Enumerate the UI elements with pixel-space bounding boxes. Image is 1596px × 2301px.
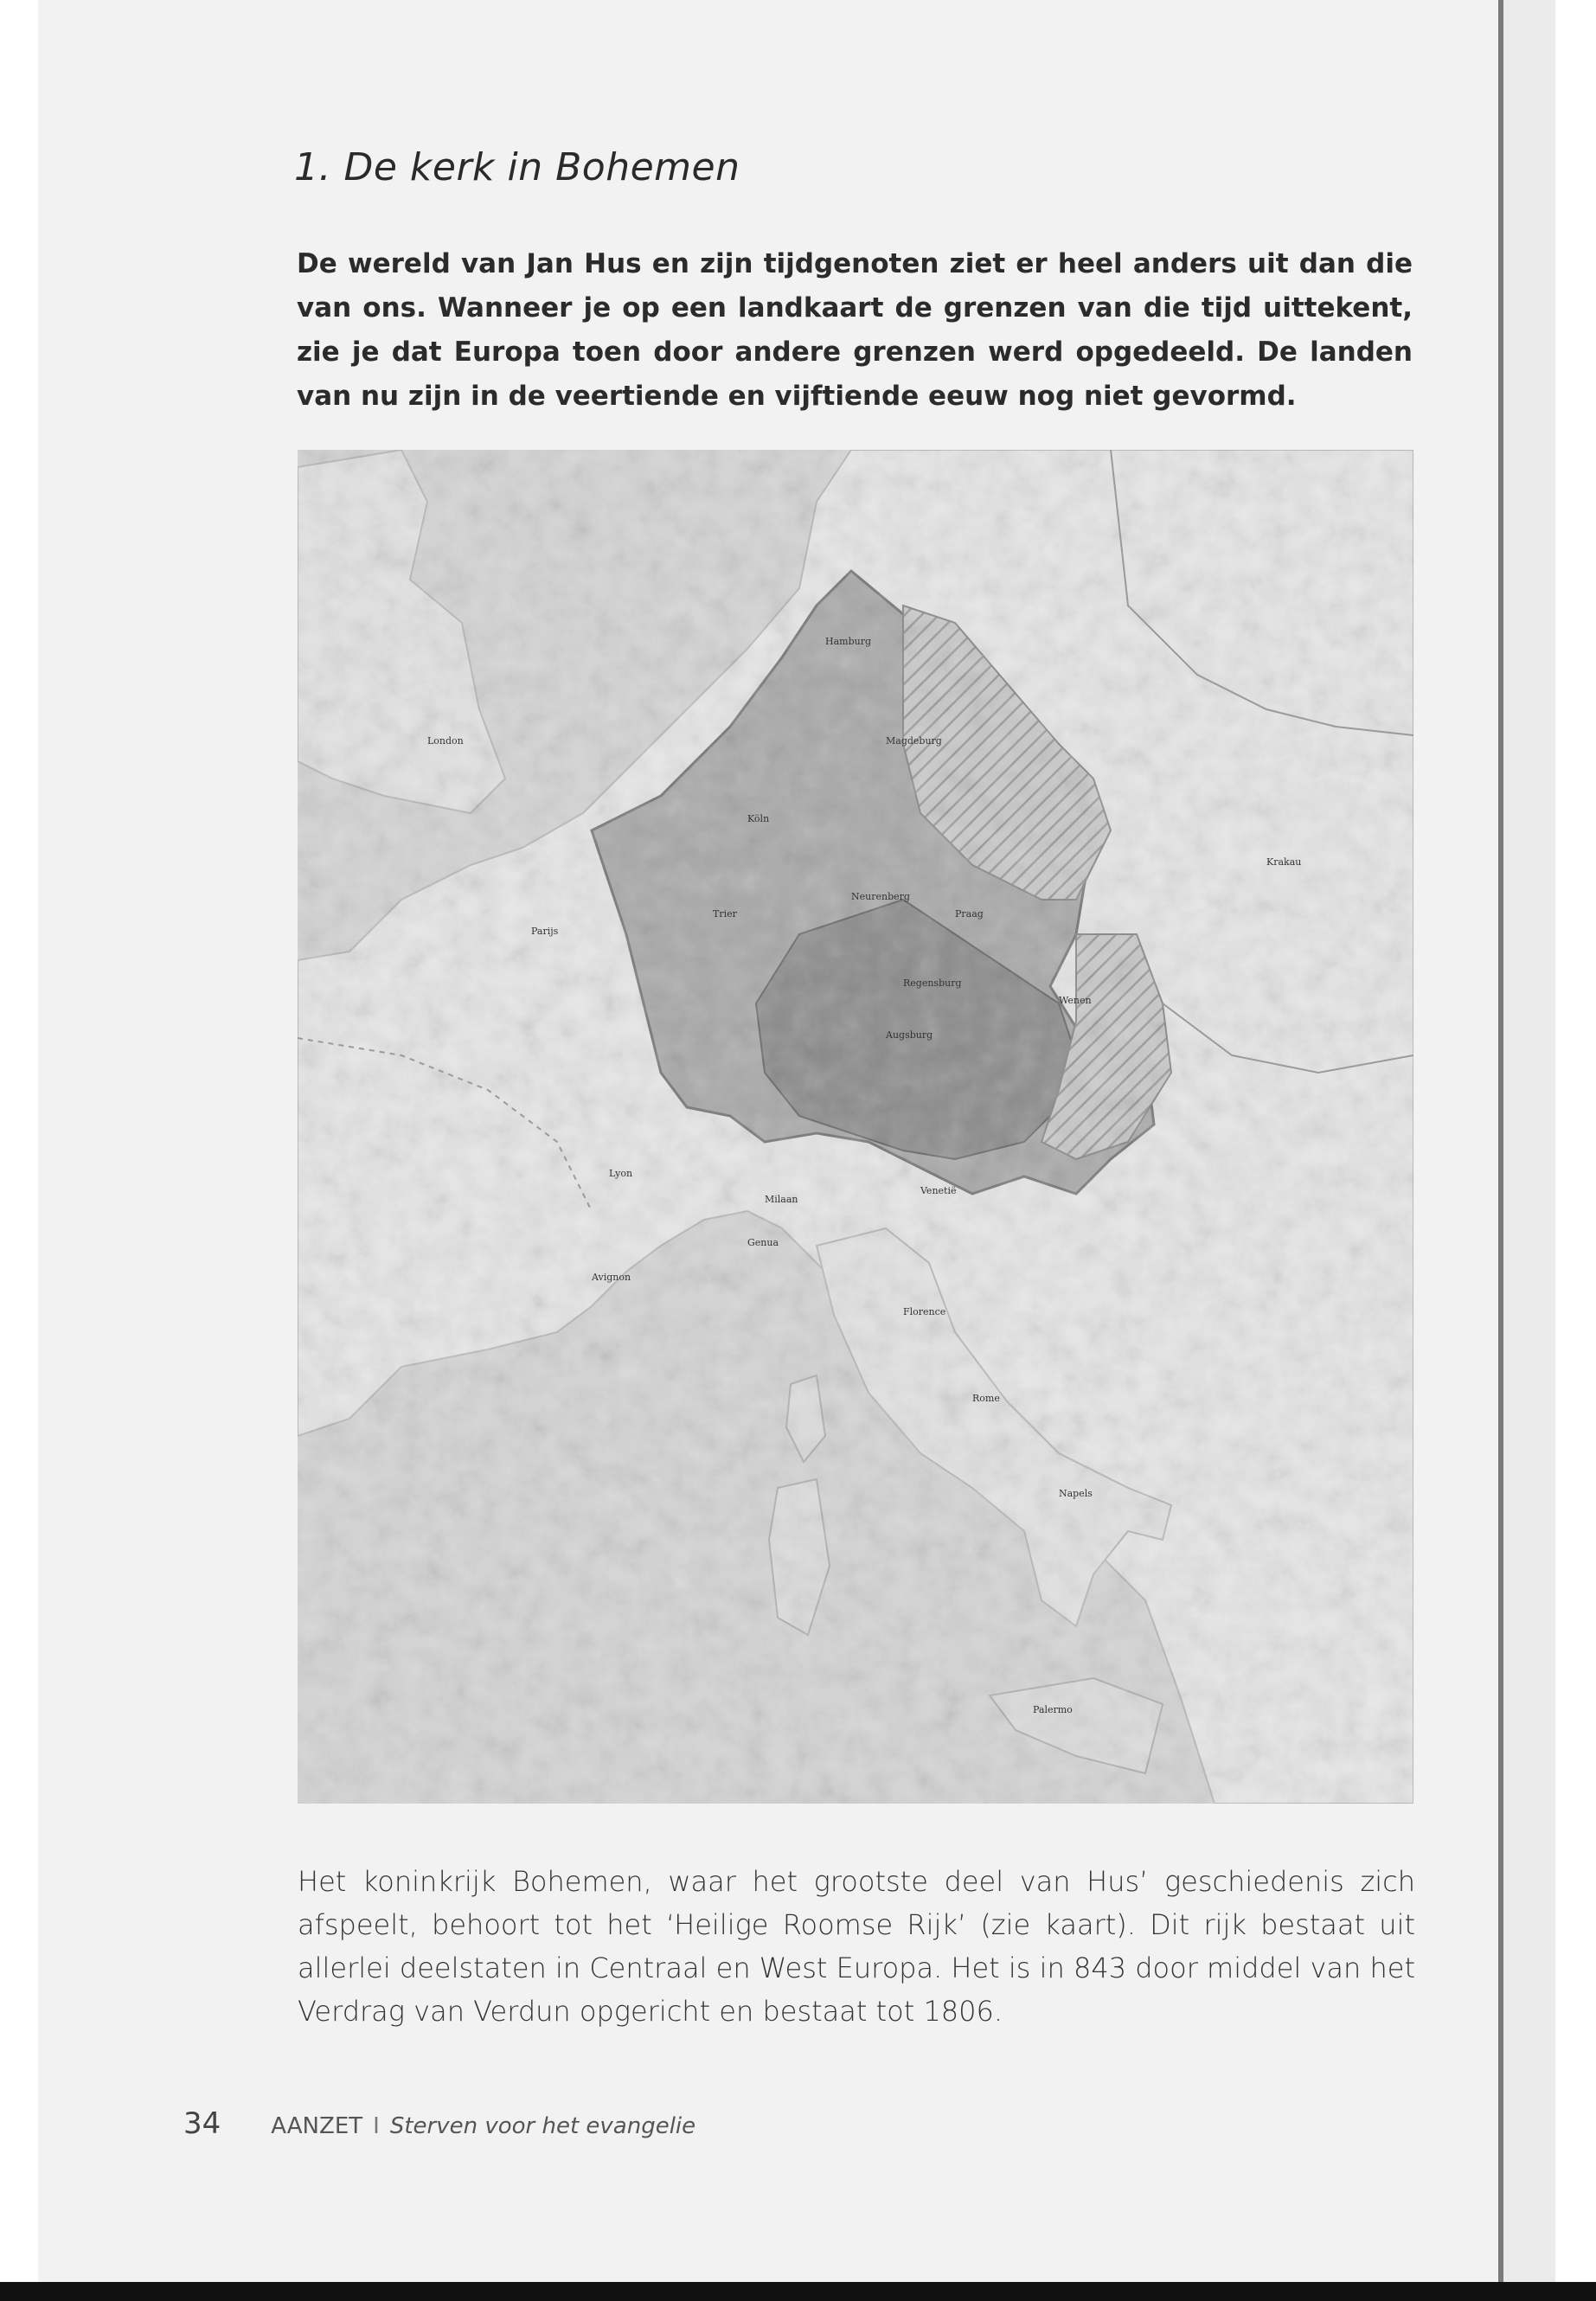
bottom-edge <box>0 2282 1596 2301</box>
footer-separator: I <box>373 2113 380 2139</box>
map-label-wenen: Wenen <box>1059 995 1092 1006</box>
body-paragraph: Het koninkrijk Bohemen, waar het grootste deel van Hus’ geschiedenis zich afspeelt, behoort tot het ‘Heilige Roomse Rijk’ (zie kaart). Dit rijk bestaat uit allerlei deelstaten in Centraal en West Europa. Het is in 843 door middel van het Verdrag van Verdun opgericht en bestaat tot 1806. <box>298 1865 1415 2028</box>
map-label-hamburg: Hamburg <box>825 636 872 647</box>
map-label-augsburg: Augsburg <box>886 1029 933 1041</box>
intro-paragraph: De wereld van Jan Hus en zijn tijdgenoten ziet er heel anders uit dan die van ons. Wanneer je op een landkaart de grenzen van die tijd uittekent, zie je dat Europa toen door andere grenzen werd opgedeeld. De landen van nu zijn in de veertiende en vijftiende eeuw nog niet gevormd. <box>297 248 1413 412</box>
footer-book-title: Sterven voor het evangelie <box>389 2113 696 2139</box>
map-label-regensburg: Regensburg <box>903 977 962 989</box>
adjacent-page-edge <box>1503 0 1555 2284</box>
map-label-krakow: Krakau <box>1266 856 1302 868</box>
map-label-lyon: Lyon <box>609 1168 633 1179</box>
map-label-napels: Napels <box>1059 1488 1093 1499</box>
map-label-parijs: Parijs <box>531 926 559 937</box>
map-label-magdeburg: Magdeburg <box>886 735 942 747</box>
map-label-florence: Florence <box>903 1306 946 1317</box>
page-number: 34 <box>183 2106 221 2141</box>
map-label-trier: Trier <box>713 908 737 920</box>
map-label-praag: Praag <box>955 908 984 920</box>
map-label-palermo: Palermo <box>1033 1704 1073 1715</box>
map-label-avignon: Avignon <box>592 1272 631 1283</box>
map-label-neurenberg: Neurenberg <box>851 891 910 902</box>
page-footer <box>183 2106 695 2141</box>
map-label-rome: Rome <box>972 1393 1000 1404</box>
section-heading: 1. De kerk in Bohemen <box>294 145 740 189</box>
map-label-koln: Köln <box>747 813 770 824</box>
map-of-holy-roman-empire <box>298 450 1413 1804</box>
map-label-genua: Genua <box>747 1237 779 1248</box>
map-label-venetie: Venetië <box>920 1185 957 1196</box>
map-label-milaan: Milaan <box>765 1194 798 1205</box>
footer-section: AANZET <box>271 2113 363 2139</box>
map-label-london: London <box>427 735 464 747</box>
